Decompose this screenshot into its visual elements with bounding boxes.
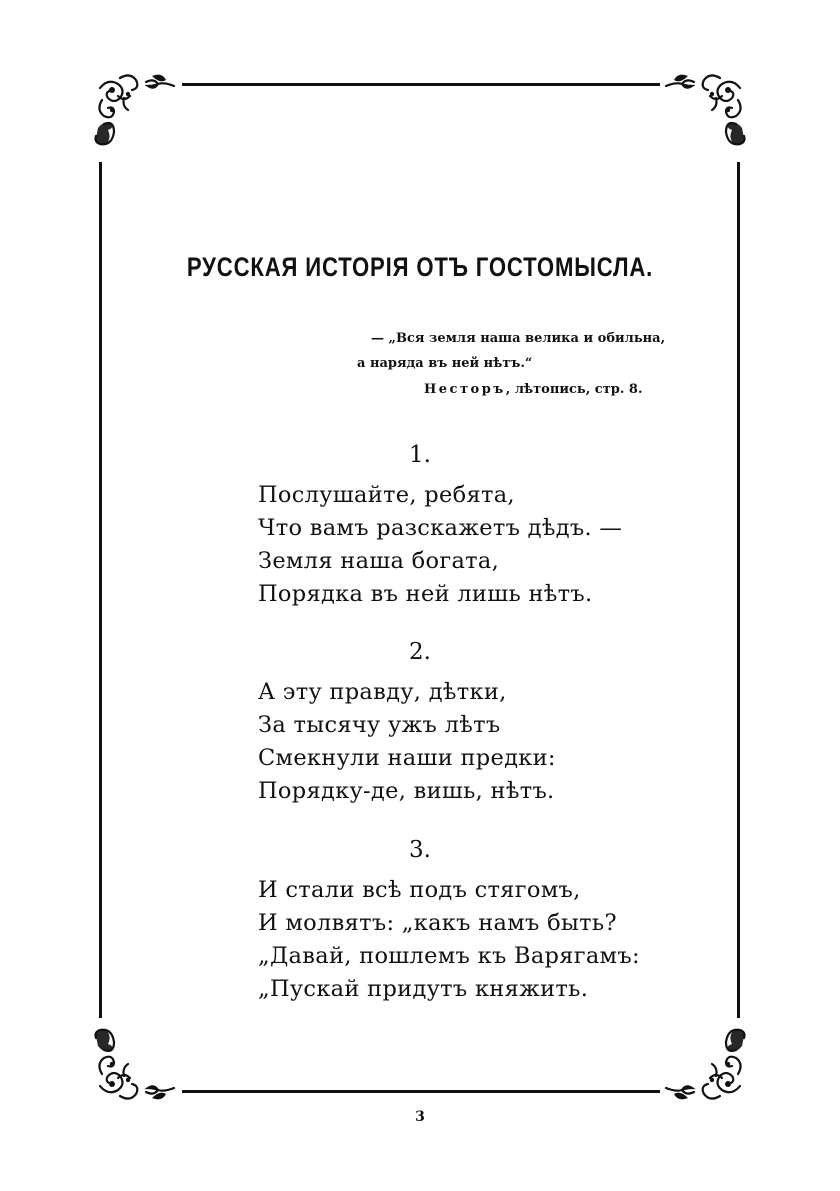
corner-flourish-icon: [90, 1010, 186, 1106]
frame-left-rule: [99, 162, 102, 1018]
verse-line: За тысячу ужъ лѣтъ: [258, 712, 501, 738]
verse-line: „Пускай придутъ княжить.: [258, 976, 589, 1002]
epigraph-author: Несторъ: [424, 382, 506, 397]
frame-top-rule: [182, 83, 660, 86]
frame-bottom-rule: [182, 1090, 660, 1093]
verse-line: Что вамъ разскажетъ дѣдъ. —: [258, 515, 623, 541]
page-number: 3: [415, 1109, 425, 1125]
epigraph-source: , лѣтопись, стр. 8.: [505, 382, 643, 397]
verse-line: Порядку-де, вишь, нѣтъ.: [258, 778, 555, 804]
verse-line: Порядка въ ней лишь нѣтъ.: [258, 581, 593, 607]
epigraph-attribution: [424, 382, 642, 397]
verse-line: Земля наша богата,: [258, 548, 500, 574]
verse-line: А эту правду, дѣтки,: [258, 679, 507, 705]
corner-flourish-icon: [90, 68, 186, 164]
verse-line: И молвятъ: „какъ намъ быть?: [258, 910, 617, 936]
corner-flourish-icon: [654, 68, 750, 164]
verse-line: „Давай, пошлемъ къ Варягамъ:: [258, 943, 640, 969]
frame-right-rule: [737, 162, 740, 1018]
epigraph-quote-line-1: — „Вся земля наша велика и обильна,: [371, 331, 666, 346]
stanza-number: 2.: [409, 639, 431, 665]
verse-line: Послушайте, ребята,: [258, 482, 515, 508]
poem-title: РУССКАЯ ИСТОРІЯ ОТЪ ГОСТОМЫСЛА.: [186, 252, 654, 282]
stanza-number: 3.: [409, 837, 431, 863]
verse-line: Смекнули наши предки:: [258, 745, 556, 771]
corner-flourish-icon: [654, 1010, 750, 1106]
verse-line: И стали всѣ подъ стягомъ,: [258, 877, 581, 903]
epigraph-quote-line-2: а наряда въ ней нѣтъ.“: [357, 356, 533, 371]
stanza-number: 1.: [409, 442, 431, 468]
